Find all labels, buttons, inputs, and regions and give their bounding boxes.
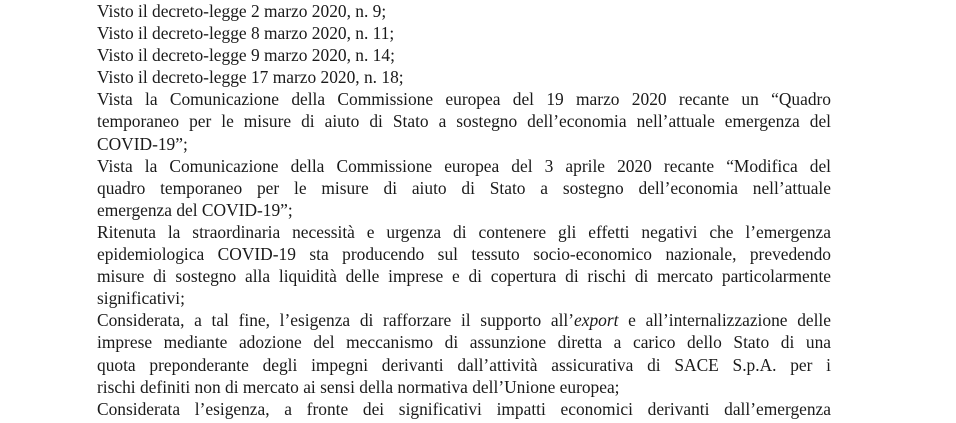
- text-line: quota preponderante degli impegni derivanti dall’attività assicurativa di SACE S.p.A. per i: [97, 354, 831, 375]
- text-line: quadro temporaneo per le misure di aiuto di Stato a sostegno dell’economia nell’attuale: [97, 177, 831, 198]
- italic-word: export: [574, 310, 619, 331]
- text-line: Visto il decreto-legge 17 marzo 2020, n. 18;: [97, 67, 404, 88]
- text-run: e all’internalizzazione delle: [618, 310, 831, 331]
- text-line: misure di sostegno alla liquidità delle imprese e di copertura di rischi di mercato particolarmente: [97, 266, 831, 287]
- text-line: Considerata l’esigenza, a fronte dei significativi impatti economici derivanti dall’emergenza: [97, 398, 831, 419]
- text-line: rischi definiti non di mercato ai sensi della normativa dell’Unione europea;: [97, 376, 620, 397]
- text-line: significativi;: [97, 288, 185, 309]
- text-line: Visto il decreto-legge 2 marzo 2020, n. 9;: [97, 1, 387, 21]
- document-page: [97, 0, 831, 420]
- text-line: emergenza del COVID-19”;: [97, 199, 293, 220]
- text-run: Considerata, a tal fine, l’esigenza di rafforzare il supporto all’: [97, 310, 575, 331]
- text-line: Vista la Comunicazione della Commissione europea del 19 marzo 2020 recante un “Quadro: [97, 89, 831, 110]
- text-line: Visto il decreto-legge 8 marzo 2020, n. 11;: [97, 23, 395, 44]
- text-line: Ritenuta la straordinaria necessità e urgenza di contenere gli effetti negativi che l’emergenza: [97, 221, 831, 242]
- text-line: Visto il decreto-legge 9 marzo 2020, n. 14;: [97, 45, 395, 66]
- text-line: temporaneo per le misure di aiuto di Stato a sostegno dell’economia nell’attuale emergenza del: [97, 111, 831, 132]
- text-line: Vista la Comunicazione della Commissione europea del 3 aprile 2020 recante “Modifica del: [97, 155, 831, 176]
- text-line: COVID-19”;: [97, 133, 188, 154]
- text-line: [97, 309, 831, 331]
- text-line: imprese mediante adozione del meccanismo di assunzione diretta a carico dello Stato di una: [97, 332, 831, 353]
- text-line: epidemiologica COVID-19 sta producendo sul tessuto socio-economico nazionale, prevedendo: [97, 244, 831, 265]
